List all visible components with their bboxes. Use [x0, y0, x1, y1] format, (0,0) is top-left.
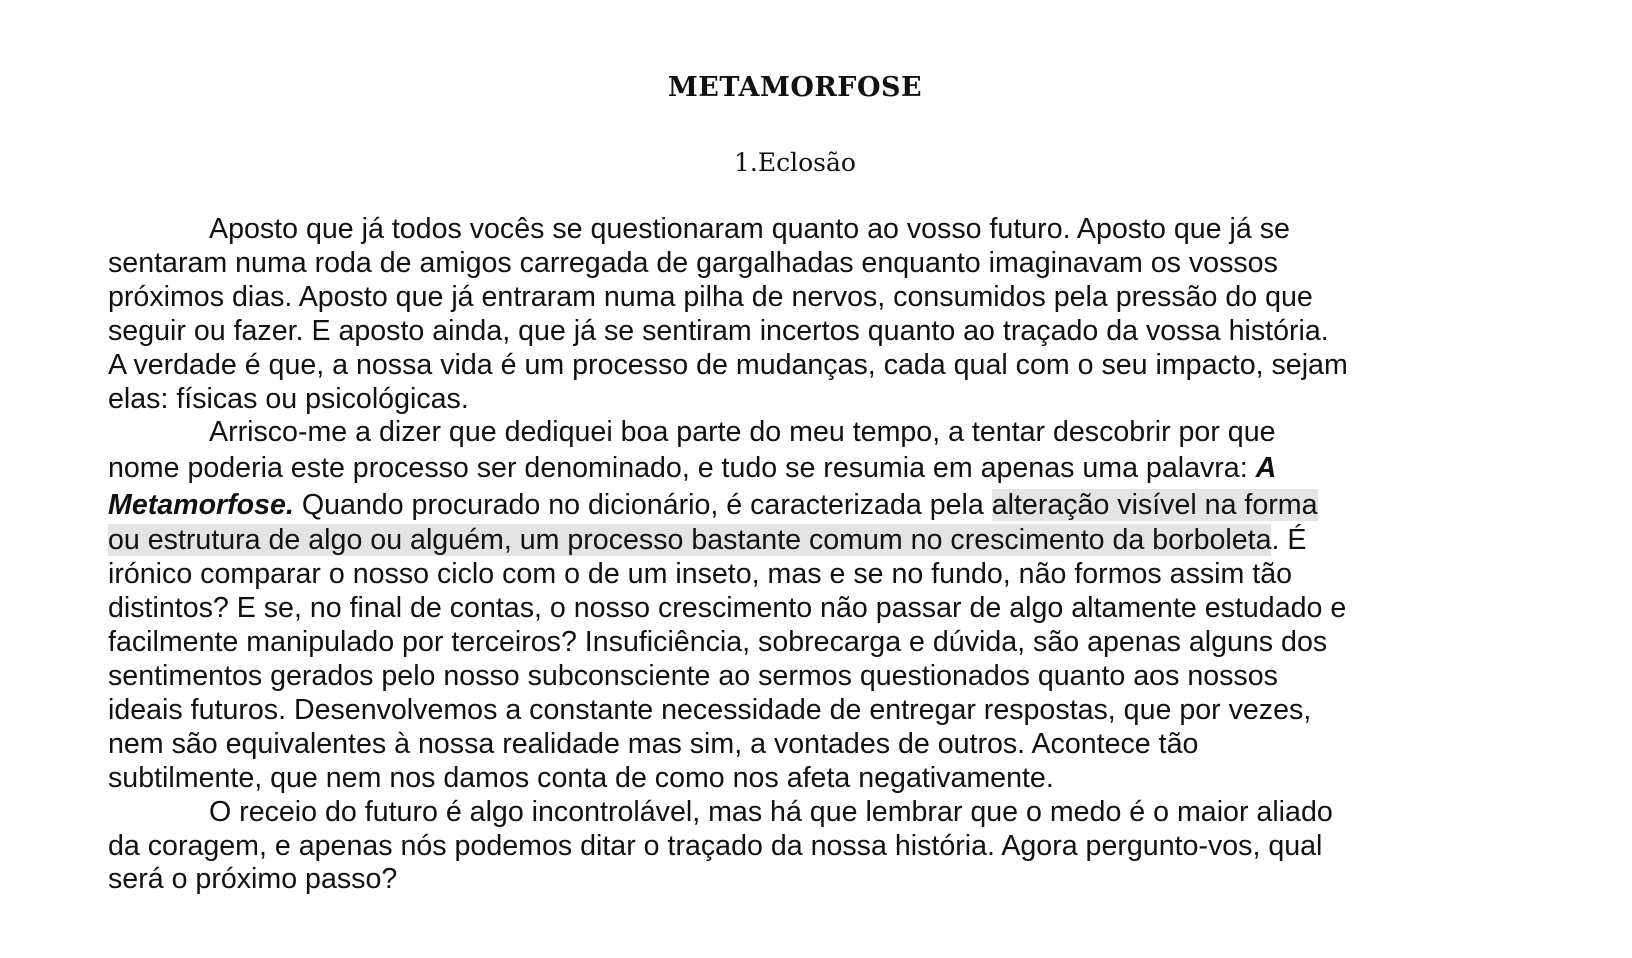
- body-text-segment: . É: [1271, 524, 1307, 557]
- body-line: ideais futuros. Desenvolvemos a constante necessidade de entregar respostas, que por vezes,: [108, 693, 1312, 726]
- body-line: A verdade é que, a nossa vida é um processo de mudanças, cada qual com o seu impacto, sejam: [108, 348, 1348, 381]
- body-line: facilmente manipulado por terceiros? Insuficiência, sobrecarga e dúvida, são apenas alguns dos: [108, 626, 1328, 659]
- body-line: [108, 524, 1498, 558]
- emphasis-text: A: [1255, 452, 1277, 485]
- body-line: será o próximo passo?: [108, 863, 398, 896]
- highlighted-text: ou estrutura de algo ou alguém, um processo bastante comum no crescimento da borboleta: [108, 524, 1272, 557]
- body-line: [108, 450, 1498, 487]
- body-line: irónico comparar o nosso ciclo com o de um inseto, mas e se no fundo, não formos assim tão: [108, 558, 1293, 591]
- body-line: elas: físicas ou psicológicas.: [108, 382, 469, 415]
- body-line: próximos dias. Aposto que já entraram numa pilha de nervos, consumidos pela pressão do que: [108, 280, 1313, 313]
- document-body: [108, 213, 1498, 897]
- body-line: subtilmente, que nem nos damos conta de como nos afeta negativamente.: [108, 761, 1054, 794]
- body-line: Arrisco-me a dizer que dediquei boa parte do meu tempo, a tentar descobrir por que: [209, 416, 1276, 449]
- body-text-segment: Quando procurado no dicionário, é caracterizada pela: [293, 489, 992, 522]
- body-line: distintos? E se, no final de contas, o nosso crescimento não passar de algo altamente estudado e: [108, 592, 1347, 625]
- body-line: sentaram numa roda de amigos carregada de gargalhadas enquanto imaginavam os vossos: [108, 246, 1278, 279]
- body-line: Aposto que já todos vocês se questionaram quanto ao vosso futuro. Aposto que já se: [209, 213, 1290, 245]
- body-line: [108, 487, 1498, 524]
- body-line: O receio do futuro é algo incontrolável, mas há que lembrar que o medo é o maior aliado: [209, 795, 1333, 828]
- document-subtitle: 1.Eclosão: [734, 148, 856, 177]
- body-line: sentimentos gerados pelo nosso subconsciente ao sermos questionados quanto aos nossos: [108, 659, 1278, 692]
- emphasis-text: Metamorfose.: [108, 489, 294, 522]
- document-title: METAMORFOSE: [667, 72, 923, 103]
- body-text-segment: nome poderia este processo ser denominado, e tudo se resumia em apenas uma palavra:: [108, 452, 1256, 485]
- highlighted-text: alteração visível na forma: [991, 489, 1318, 522]
- body-line: seguir ou fazer. E aposto ainda, que já se sentiram incertos quanto ao traçado da vossa história.: [108, 314, 1329, 347]
- body-line: da coragem, e apenas nós podemos ditar o traçado da nossa história. Agora pergunto-vos, qual: [108, 829, 1323, 862]
- body-line: nem são equivalentes à nossa realidade mas sim, a vontades de outros. Acontece tão: [108, 727, 1199, 760]
